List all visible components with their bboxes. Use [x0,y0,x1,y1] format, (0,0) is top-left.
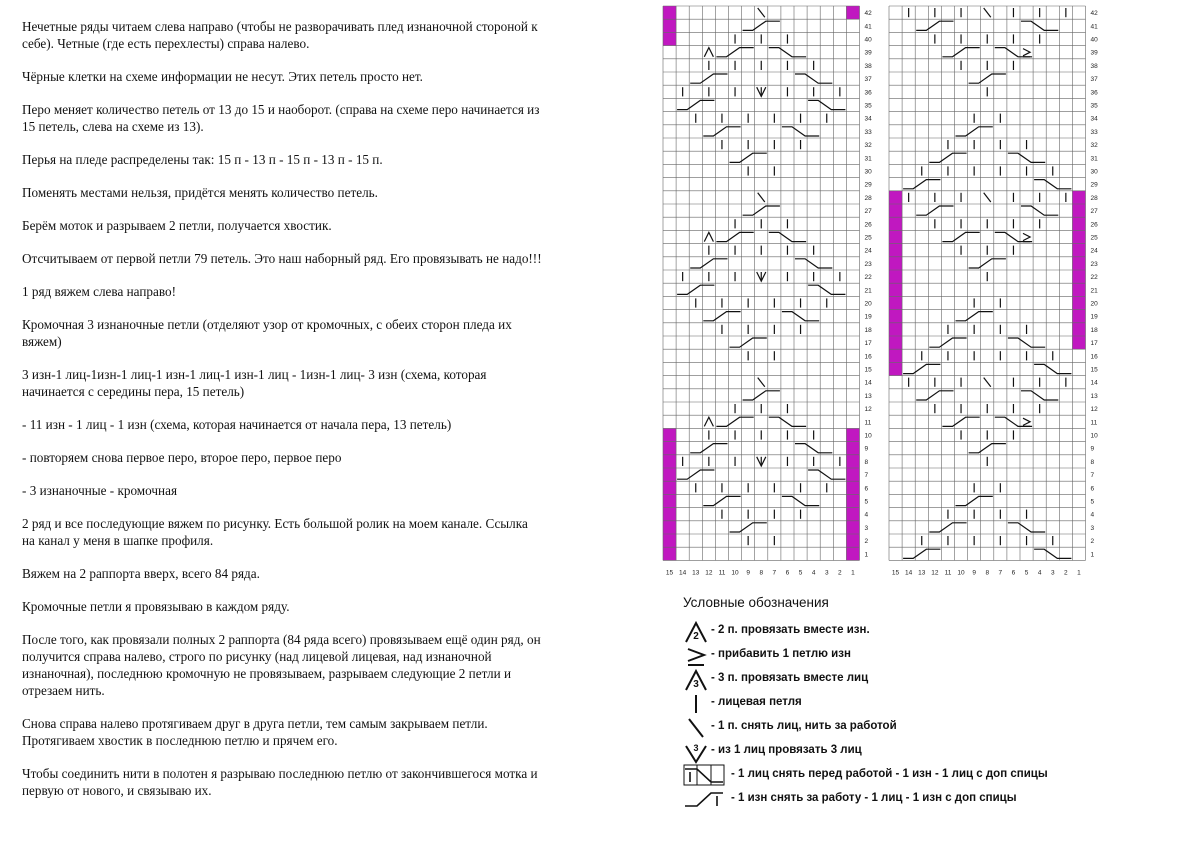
empty-cell [889,230,902,243]
column-number: 4 [811,569,816,577]
instruction-paragraph: Поменять местами нельзя, придётся менять количество петель. [22,185,378,200]
cable-symbol [1008,153,1045,162]
column-number: 11 [718,569,726,577]
increase-purl-symbol [1023,233,1030,241]
cable-symbol [995,48,1032,57]
cable-symbol [690,74,727,83]
row-number: 36 [1090,89,1098,97]
legend-item-text: - лицевая петля [711,696,802,708]
row-number: 3 [864,524,869,532]
cable-symbol [677,100,714,109]
row-number: 41 [864,23,872,31]
row-number: 8 [1090,458,1095,466]
empty-cell [663,521,676,534]
instruction-paragraph: 3 изн-1 лиц-1изн-1 лиц-1 изн-1 лиц-1 изн-1 лиц - 1изн-1 лиц- 3 изн (схема, которая начинается с середины пера, 15 петель) [22,367,487,399]
row-number: 28 [1090,194,1098,202]
column-number: 5 [798,569,803,577]
cable-symbol [929,153,966,162]
row-number: 17 [1090,340,1098,348]
svg-text:3: 3 [693,679,699,690]
row-number: 17 [864,340,872,348]
chart-right-grid [884,4,1104,582]
row-number: 4 [864,511,869,519]
legend-item [683,692,1183,716]
legend-item [683,740,1183,764]
empty-cell [663,481,676,494]
row-number: 18 [1090,326,1098,334]
column-number: 4 [1037,569,1042,577]
row-number: 1 [1090,551,1095,559]
row-number: 24 [864,247,872,255]
empty-cell [663,508,676,521]
purl-2-together-icon [683,620,709,644]
empty-cell [663,494,676,507]
cable-symbol [730,338,767,347]
column-number: 8 [985,569,990,577]
row-number: 14 [1090,379,1098,387]
decrease-symbol [704,417,713,426]
empty-cell [1072,296,1085,309]
row-number: 30 [1090,168,1098,176]
cable-symbol [942,417,979,426]
cable-symbol [743,206,780,215]
row-number: 23 [1090,260,1098,268]
empty-cell [663,442,676,455]
row-number: 37 [864,76,872,84]
row-number: 39 [864,49,872,57]
instruction-paragraph: Чтобы соединить нити в полотен я разрываю последнюю петлю от закончившегося мотка и первую от нового, и связываю их. [22,766,538,798]
empty-cell [1072,217,1085,230]
cable-symbol [703,496,740,505]
svg-text:3: 3 [693,743,699,753]
row-number: 38 [864,62,872,70]
empty-cell [889,244,902,257]
column-number: 15 [665,569,674,577]
cable-symbol [1021,21,1058,30]
empty-cell [889,270,902,283]
slip-stitch-symbol [758,8,765,17]
row-number: 24 [1090,247,1098,255]
row-number: 34 [864,115,872,123]
row-number: 16 [1090,353,1098,361]
cable-symbol [1021,391,1058,400]
instruction-paragraph: Отсчитываем от первой петли 79 петель. Это наш наборный ряд. Его провязывать не надо!!! [22,251,542,266]
empty-cell [889,336,902,349]
cable-symbol [795,74,832,83]
row-number: 19 [864,313,872,321]
empty-cell [846,455,859,468]
column-number: 9 [746,569,750,577]
cable-symbol [782,496,819,505]
row-number: 41 [1090,23,1098,31]
legend-item-text: - 3 п. провязать вместе лиц [711,672,869,684]
row-number: 19 [1090,313,1098,321]
row-number: 21 [1090,287,1098,295]
row-number: 14 [864,379,872,387]
instruction-paragraph: - 11 изн - 1 лиц - 1 изн (схема, которая начинается от начала пера, 13 петель) [22,417,452,432]
row-number: 10 [1090,432,1098,440]
cable-symbol [916,391,953,400]
cable-symbol [690,259,727,268]
empty-cell [663,547,676,560]
knitting-chart-left [658,4,878,587]
slip-stitch-symbol [984,193,991,202]
cable-symbol [743,391,780,400]
svg-text:2: 2 [693,631,699,642]
column-number: 8 [759,569,764,577]
empty-cell [663,468,676,481]
empty-cell [1072,323,1085,336]
empty-cell [889,310,902,323]
row-number: 6 [864,485,869,493]
instruction-paragraph: 1 ряд вяжем слева направо! [22,284,176,299]
column-number: 10 [731,569,739,577]
cable-symbol [730,523,767,532]
cable-symbol [795,444,832,453]
legend [683,595,1183,812]
column-number: 7 [998,569,1003,577]
legend-item [683,788,1183,812]
row-number: 32 [1090,142,1098,150]
row-number: 26 [864,221,872,229]
instruction-paragraph: Чёрные клетки на схеме информации не несут. Этих петель просто нет. [22,69,423,84]
row-number: 2 [864,538,869,546]
row-number: 25 [1090,234,1098,242]
row-number: 40 [864,36,872,44]
instruction-paragraph: Кромочные петли я провязываю в каждом ряду. [22,599,290,614]
row-number: 13 [864,392,872,400]
row-number: 12 [1090,406,1098,414]
column-number: 1 [1077,569,1081,577]
cable-symbol [1008,338,1045,347]
row-number: 40 [1090,36,1098,44]
column-number: 2 [1064,569,1068,577]
cable-symbol [808,470,845,479]
column-number: 1 [851,569,855,577]
row-number: 31 [1090,155,1098,163]
empty-cell [846,534,859,547]
row-number: 9 [864,445,869,453]
row-number: 1 [864,551,869,559]
cable-symbol [769,232,806,241]
empty-cell [889,283,902,296]
legend-item-text: - из 1 лиц провязать 3 лиц [711,744,862,756]
row-number: 16 [864,353,872,361]
column-number: 13 [918,569,926,577]
cable-symbol [769,48,806,57]
row-number: 29 [864,181,872,189]
row-number: 18 [864,326,872,334]
row-number: 5 [1090,498,1095,506]
row-number: 33 [1090,128,1098,136]
cable-symbol [795,259,832,268]
row-number: 27 [864,208,872,216]
legend-item [683,716,1183,740]
instruction-paragraph: - повторяем снова первое перо, второе перо, первое перо [22,450,342,465]
cable-symbol [903,364,940,373]
empty-cell [1072,244,1085,257]
knit-stitch-icon [683,692,709,716]
instruction-paragraph: Перья на пледе распределены так: 15 п - 13 п - 15 п - 13 п - 15 п. [22,152,383,167]
cable-symbol [995,417,1032,426]
column-number: 5 [1024,569,1029,577]
cable-symbol [1008,523,1045,532]
row-number: 11 [864,419,872,427]
row-number: 32 [864,142,872,150]
row-number: 3 [1090,524,1095,532]
empty-cell [1072,310,1085,323]
cable-symbol [1034,549,1071,558]
slip-stitch-symbol [984,8,991,17]
row-number: 7 [864,472,869,480]
empty-cell [889,217,902,230]
cable-symbol [703,312,740,321]
row-number: 4 [1090,511,1095,519]
instruction-paragraph: - 3 изнаночные - кромочная [22,483,178,498]
row-number: 36 [864,89,872,97]
increase-purl-symbol [1023,49,1030,57]
cable-symbol [969,444,1006,453]
cable-symbol [716,232,753,241]
empty-cell [846,508,859,521]
column-number: 9 [972,569,976,577]
row-number: 13 [1090,392,1098,400]
row-number: 25 [864,234,872,242]
row-number: 33 [864,128,872,136]
instruction-paragraph: Перо меняет количество петель от 13 до 15 и наоборот. (справа на схеме перо начинается из 15 петель, слева на схеме из 13). [22,102,540,134]
column-number: 15 [891,569,900,577]
row-number: 5 [864,498,869,506]
empty-cell [889,362,902,375]
column-number: 12 [705,569,713,577]
legend-item [683,668,1183,692]
empty-cell [846,442,859,455]
slip-stitch-symbol [758,378,765,387]
row-number: 11 [1090,419,1098,427]
row-number: 31 [864,155,872,163]
cable-symbol [716,48,753,57]
empty-cell [663,428,676,441]
empty-cell [1072,257,1085,270]
row-number: 38 [1090,62,1098,70]
column-number: 6 [785,569,790,577]
row-number: 37 [1090,76,1098,84]
cable-symbol [677,285,714,294]
empty-cell [846,428,859,441]
empty-cell [846,521,859,534]
increase-purl-symbol [1023,418,1030,426]
row-number: 39 [1090,49,1098,57]
row-number: 35 [864,102,872,110]
cable-symbol [969,74,1006,83]
cable-symbol [916,21,953,30]
empty-cell [1072,283,1085,296]
row-number: 27 [1090,208,1098,216]
row-number: 2 [1090,538,1095,546]
column-number: 2 [838,569,842,577]
row-number: 20 [864,300,872,308]
empty-cell [663,455,676,468]
legend-item-text: - 1 п. снять лиц, нить за работой [711,720,897,732]
empty-cell [663,534,676,547]
row-number: 15 [864,366,872,374]
empty-cell [1072,270,1085,283]
empty-cell [889,349,902,362]
row-number: 22 [1090,274,1098,282]
cable-symbol [703,127,740,136]
cable-symbol [677,470,714,479]
cable-symbol [1021,206,1058,215]
empty-cell [846,468,859,481]
cable-symbol [903,180,940,189]
legend-items [683,620,1183,812]
instruction-paragraph: Кромочная 3 изнаночные петли (отделяют узор от кромочных, с обеих сторон пледа их вяжем) [22,317,512,349]
slip-stitch-icon [683,716,709,740]
instructions-text [22,18,542,815]
row-number: 10 [864,432,872,440]
column-number: 14 [905,569,913,577]
instruction-paragraph: 2 ряд и все последующие вяжем по рисунку. Есть большой ролик на моем канале. Ссылка на канал у меня в шапке профиля. [22,516,528,548]
row-number: 26 [1090,221,1098,229]
cable-back-icon [683,788,727,812]
row-number: 29 [1090,181,1098,189]
empty-cell [846,481,859,494]
legend-item-text: - прибавить 1 петлю изн [711,648,851,660]
decrease-symbol [704,48,713,57]
cable-symbol [929,338,966,347]
knit-3-together-icon [683,668,709,692]
row-number: 28 [864,194,872,202]
legend-item-text: - 1 лиц снять перед работой - 1 изн - 1 лиц с доп спицы [731,768,1048,780]
cable-symbol [769,417,806,426]
row-number: 20 [1090,300,1098,308]
cable-front-icon [683,764,727,788]
empty-cell [1072,336,1085,349]
column-number: 7 [772,569,777,577]
cable-symbol [942,48,979,57]
row-number: 22 [864,274,872,282]
empty-cell [889,257,902,270]
cable-symbol [690,444,727,453]
empty-cell [663,32,676,45]
row-number: 7 [1090,472,1095,480]
empty-cell [889,296,902,309]
cable-symbol [903,549,940,558]
instruction-paragraph: После того, как провязали полных 2 раппорта (84 ряда всего) провязываем ещё один ряд, он получится справа налево, строго по рисунку (над лицевой лицевая, над изнаночной изнаночная), последнюю кромочную не провязываем, разрываем следующие 2 петли и отрезаем нить. [22,632,541,698]
row-number: 8 [864,458,869,466]
cable-symbol [929,523,966,532]
cable-symbol [743,21,780,30]
row-number: 9 [1090,445,1095,453]
decrease-symbol [704,232,713,241]
chart-left-grid [658,4,878,582]
legend-item [683,644,1183,668]
cable-symbol [808,285,845,294]
row-number: 34 [1090,115,1098,123]
cable-symbol [956,496,993,505]
row-number: 42 [1090,10,1098,18]
column-number: 14 [679,569,687,577]
row-number: 12 [864,406,872,414]
empty-cell [889,323,902,336]
row-number: 21 [864,287,872,295]
cable-symbol [956,312,993,321]
knit-1-into-3-icon [683,740,709,764]
row-number: 30 [864,168,872,176]
cable-symbol [716,417,753,426]
column-number: 10 [957,569,965,577]
increase-purl-icon [683,644,709,668]
legend-item [683,620,1183,644]
cable-symbol [808,100,845,109]
cable-symbol [1034,180,1071,189]
cable-symbol [782,312,819,321]
empty-cell [1072,204,1085,217]
row-number: 6 [1090,485,1095,493]
legend-item-text: - 2 п. провязать вместе изн. [711,624,870,636]
cable-symbol [995,232,1032,241]
empty-cell [1072,230,1085,243]
column-number: 3 [1050,569,1055,577]
column-number: 6 [1011,569,1016,577]
cable-symbol [1034,364,1071,373]
row-number: 42 [864,10,872,18]
cable-symbol [916,206,953,215]
slip-stitch-symbol [758,193,765,202]
empty-cell [846,6,859,19]
cable-symbol [730,153,767,162]
cable-symbol [942,232,979,241]
column-number: 13 [692,569,700,577]
row-number: 15 [1090,366,1098,374]
legend-item [683,764,1183,788]
empty-cell [663,6,676,19]
instruction-paragraph: Берём моток и разрываем 2 петли, получается хвостик. [22,218,332,233]
empty-cell [1072,191,1085,204]
empty-cell [889,204,902,217]
slip-stitch-symbol [984,378,991,387]
legend-item-text: - 1 изн снять за работу - 1 лиц - 1 изн с доп спицы [731,792,1017,804]
instruction-paragraph: Снова справа налево протягиваем друг в друга петли, тем самым закрываем петли. Протягиваем хвостик в последнюю петлю и прячем его. [22,716,488,748]
cable-symbol [956,127,993,136]
row-number: 35 [1090,102,1098,110]
empty-cell [663,19,676,32]
row-number: 23 [864,260,872,268]
cable-symbol [969,259,1006,268]
empty-cell [846,494,859,507]
legend-title: Условные обозначения [683,595,829,610]
knitting-chart-right [884,4,1104,587]
empty-cell [846,547,859,560]
empty-cell [889,191,902,204]
cable-symbol [782,127,819,136]
column-number: 11 [944,569,952,577]
instruction-paragraph: Нечетные ряды читаем слева направо (чтобы не разворачивать плед изнаночной стороной к себе). Четные (где есть перехлесты) справа налево. [22,19,538,51]
column-number: 3 [824,569,829,577]
column-number: 12 [931,569,939,577]
instruction-paragraph: Вяжем на 2 раппорта вверх, всего 84 ряда. [22,566,260,581]
